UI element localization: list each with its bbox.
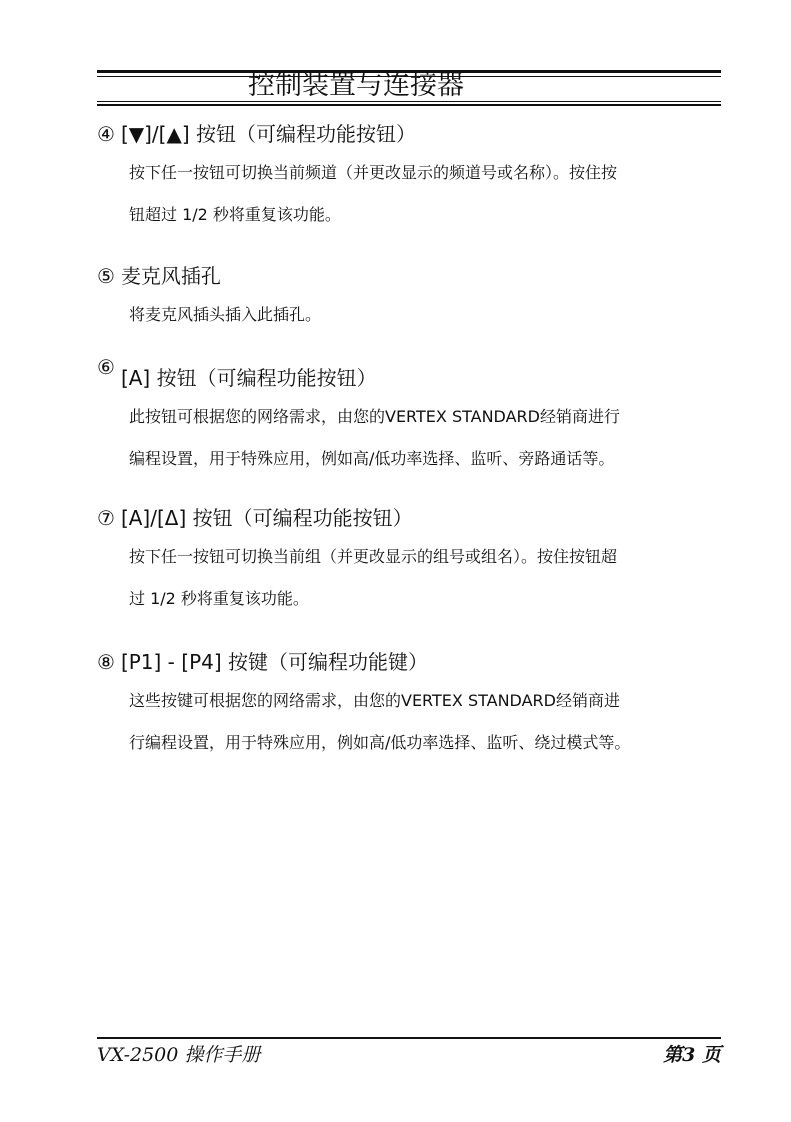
section-number: ⑧ bbox=[97, 650, 115, 674]
header-rule-bottom-thin bbox=[97, 101, 721, 102]
body-line: 这些按键可根据您的网络需求，由您的VERTEX STANDARD经销商进 bbox=[129, 691, 620, 710]
section-4 bbox=[97, 120, 721, 236]
section-title: [▼]/[▲] 按钮（可编程功能按钮） bbox=[120, 122, 417, 146]
section-heading bbox=[97, 355, 721, 392]
body-line: 过 1/2 秒将重复该功能。 bbox=[129, 589, 309, 608]
page-title: 控制装置与连接器 bbox=[248, 70, 464, 101]
section-body bbox=[129, 294, 721, 336]
header-rule-bottom-thick bbox=[97, 104, 721, 106]
section-heading bbox=[97, 504, 721, 532]
footer-page-number: 第3 页 bbox=[663, 1044, 721, 1066]
body-line: 行编程设置，用于特殊应用，例如高/低功率选择、监听、绕过模式等。 bbox=[129, 733, 631, 752]
section-body bbox=[129, 680, 721, 764]
section-7 bbox=[97, 504, 721, 620]
section-number: ④ bbox=[97, 122, 115, 146]
footer-rule bbox=[97, 1037, 721, 1039]
section-heading bbox=[97, 120, 721, 148]
footer-manual-name: VX-2500 操作手册 bbox=[97, 1044, 261, 1066]
section-title: 麦克风插孔 bbox=[120, 264, 221, 288]
body-line: 此按钮可根据您的网络需求，由您的VERTEX STANDARD经销商进行 bbox=[129, 407, 620, 426]
section-title: [P1] - [P4] 按键（可编程功能键） bbox=[120, 650, 429, 674]
section-number: ⑥ bbox=[97, 355, 115, 379]
section-body bbox=[129, 536, 721, 620]
section-heading bbox=[97, 262, 721, 290]
section-8 bbox=[97, 648, 721, 764]
section-5 bbox=[97, 262, 721, 336]
body-line: 按下任一按钮可切换当前频道（并更改显示的频道号或名称）。按住按 bbox=[129, 163, 618, 182]
section-number: ⑤ bbox=[97, 264, 115, 288]
section-body bbox=[129, 152, 721, 236]
section-title: [A] 按钮（可编程功能按钮） bbox=[120, 366, 377, 390]
section-title: [A]/[Δ] 按钮（可编程功能按钮） bbox=[120, 506, 413, 530]
body-line: 将麦克风插头插入此插孔。 bbox=[129, 305, 322, 324]
body-line: 按下任一按钮可切换当前组（并更改显示的组号或组名）。按住按钮超 bbox=[129, 547, 618, 566]
section-6 bbox=[97, 355, 721, 480]
body-line: 钮超过 1/2 秒将重复该功能。 bbox=[129, 205, 341, 224]
section-number: ⑦ bbox=[97, 506, 115, 530]
section-body bbox=[129, 396, 721, 480]
body-line: 编程设置，用于特殊应用，例如高/低功率选择、监听、旁路通话等。 bbox=[129, 449, 615, 468]
section-heading bbox=[97, 648, 721, 676]
